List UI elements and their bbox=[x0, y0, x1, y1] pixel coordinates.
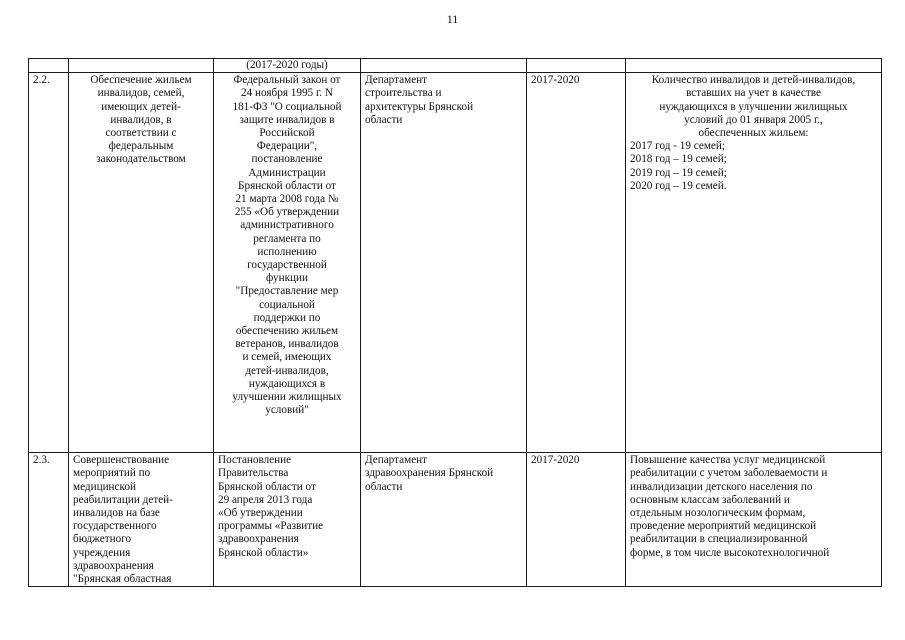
cell-period bbox=[527, 59, 626, 73]
result-text-line: реабилитации с учетом заболеваемости и bbox=[630, 467, 828, 480]
cell-num bbox=[29, 59, 69, 73]
document-text-line: условий" bbox=[265, 404, 309, 417]
period-cell: 2017-2020 bbox=[527, 73, 626, 453]
document-text-line: здравоохранения bbox=[218, 533, 299, 546]
document-text-line: «Об утверждении bbox=[218, 507, 303, 520]
document-text-line: 255 «Об утверждении bbox=[234, 206, 340, 219]
activity-cell bbox=[69, 73, 214, 453]
document-text-line: Администрации bbox=[248, 166, 326, 179]
executor-text-line: архитектуры Брянской bbox=[365, 100, 474, 113]
activity-text-line: "Брянская областная bbox=[73, 573, 172, 586]
document-text-line: поддержки по bbox=[253, 311, 321, 324]
document-text-line: Брянской области от bbox=[218, 480, 316, 493]
table-row bbox=[29, 73, 882, 453]
result-description bbox=[630, 74, 877, 140]
executor-text-line: области bbox=[365, 480, 403, 493]
document-text-line: защите инвалидов в bbox=[239, 113, 335, 126]
result-text-line: отдельным нозологическим формам, bbox=[630, 507, 806, 520]
result-year-line: 2018 год – 19 семей; bbox=[630, 153, 727, 166]
document-text-line: обеспечению жильем bbox=[235, 325, 339, 338]
result-cell bbox=[626, 453, 882, 587]
document-text-line: детей-инвалидов, bbox=[245, 364, 329, 377]
result-text-line: условий до 01 января 2005 г., bbox=[684, 113, 823, 126]
document-text-line: и семей, имеющих bbox=[242, 351, 332, 364]
activity-cell bbox=[69, 453, 214, 587]
document-text-line: 24 ноября 1995 г. N bbox=[241, 87, 333, 100]
activity-text-line: федеральным bbox=[108, 140, 174, 153]
activity-text-line: имеющих детей- bbox=[101, 100, 181, 113]
document-text-line: Федеральный закон от bbox=[233, 74, 341, 87]
document-text-line: регламента по bbox=[253, 232, 321, 245]
executor-text-line: Департамент bbox=[365, 74, 428, 87]
activity-text-line: законодательством bbox=[96, 153, 186, 166]
cell-document bbox=[214, 59, 361, 73]
activity-text-line: бюджетного bbox=[73, 533, 132, 546]
document-text-line: улучшении жилищных bbox=[232, 391, 342, 404]
result-text-line: основным классам заболеваний и bbox=[630, 493, 790, 506]
activity-text-line: Совершенствование bbox=[73, 454, 170, 467]
executor-cell bbox=[361, 453, 527, 587]
document-text-line: 21 марта 2008 года № bbox=[235, 193, 339, 206]
executor-text-line: строительства и bbox=[365, 87, 442, 100]
document-text-line: Постановление bbox=[218, 454, 292, 467]
activity-text-line: Обеспечение жильем bbox=[90, 74, 192, 87]
document-text-line: Брянской области» bbox=[218, 546, 309, 559]
cell-activity bbox=[69, 59, 214, 73]
document-text-line: социальной bbox=[259, 298, 315, 311]
activity-text-line: государственного bbox=[73, 520, 157, 533]
table-row-continuation bbox=[29, 59, 882, 73]
result-text-line: вставших на учет в качестве bbox=[686, 87, 821, 100]
executor-text-line: области bbox=[365, 113, 403, 126]
row-number: 2.2. bbox=[29, 73, 69, 453]
document-text-line: "Предоставление мер bbox=[235, 285, 339, 298]
result-year-line: 2019 год – 19 семей; bbox=[630, 166, 727, 179]
executor-cell bbox=[361, 73, 527, 453]
document-cell bbox=[214, 73, 361, 453]
activity-text-line: мероприятий по bbox=[73, 467, 151, 480]
document-text-line: функции bbox=[266, 272, 308, 285]
executor-text-line: здравоохранения Брянской bbox=[365, 467, 494, 480]
result-text-line: проведение мероприятий медицинской bbox=[630, 520, 817, 533]
table-row bbox=[29, 453, 882, 587]
document-text-line: Федерации", bbox=[256, 140, 318, 153]
document-text-line: 29 апреля 2013 года bbox=[218, 493, 313, 506]
result-text-line: форме, в том числе высокотехнологичной bbox=[630, 546, 830, 559]
result-years-list bbox=[630, 140, 877, 193]
document-text-line: Правительства bbox=[218, 467, 289, 480]
executor-text-line: Департамент bbox=[365, 454, 428, 467]
result-text-line: Повышение качества услуг медицинской bbox=[630, 454, 826, 467]
activity-text-line: инвалидов, в bbox=[110, 113, 172, 126]
document-text-line: Брянской области от bbox=[238, 179, 336, 192]
cell-executor bbox=[361, 59, 527, 73]
row-number: 2.3. bbox=[29, 453, 69, 587]
activity-text-line: медицинской bbox=[73, 480, 136, 493]
measures-table bbox=[28, 58, 882, 587]
result-text-line: реабилитации в специализированной bbox=[630, 533, 808, 546]
result-cell bbox=[626, 73, 882, 453]
document-continuation-text: (2017-2020 годы) bbox=[246, 59, 328, 71]
result-text-line: Количество инвалидов и детей-инвалидов, bbox=[651, 74, 856, 87]
activity-text-line: соответствии с bbox=[105, 127, 177, 140]
document-text-line: исполнению bbox=[257, 245, 317, 258]
document-text-line: государственной bbox=[247, 259, 327, 272]
period-cell: 2017-2020 bbox=[527, 453, 626, 587]
activity-text-line: учреждения bbox=[73, 546, 131, 559]
document-text-line: 181-ФЗ "О социальной bbox=[232, 100, 342, 113]
activity-text-line: здравоохранения bbox=[73, 559, 154, 572]
result-year-line: 2017 год - 19 семей; bbox=[630, 140, 725, 153]
result-text-line: нуждающихся в улучшении жилищных bbox=[659, 100, 848, 113]
activity-text-line: реабилитации детей- bbox=[73, 493, 173, 506]
page-number: 11 bbox=[446, 12, 459, 26]
activity-text-line: инвалидов на базе bbox=[73, 507, 160, 520]
activity-text-line: инвалидов, семей, bbox=[97, 87, 185, 100]
document-text-line: административного bbox=[240, 219, 334, 232]
cell-result bbox=[626, 59, 882, 73]
document-text-line: Российской bbox=[259, 127, 315, 140]
result-year-line: 2020 год – 19 семей. bbox=[630, 179, 727, 192]
result-text-line: обеспеченных жильем: bbox=[698, 127, 809, 140]
document-text-line: программы «Развитие bbox=[218, 520, 324, 533]
document-cell bbox=[214, 453, 361, 587]
document-text-line: постановление bbox=[251, 153, 323, 166]
document-text-line: ветеранов, инвалидов bbox=[235, 338, 339, 351]
document-text-line: нуждающихся в bbox=[248, 377, 326, 390]
result-text-line: инвалидизации детского населения по bbox=[630, 480, 813, 493]
